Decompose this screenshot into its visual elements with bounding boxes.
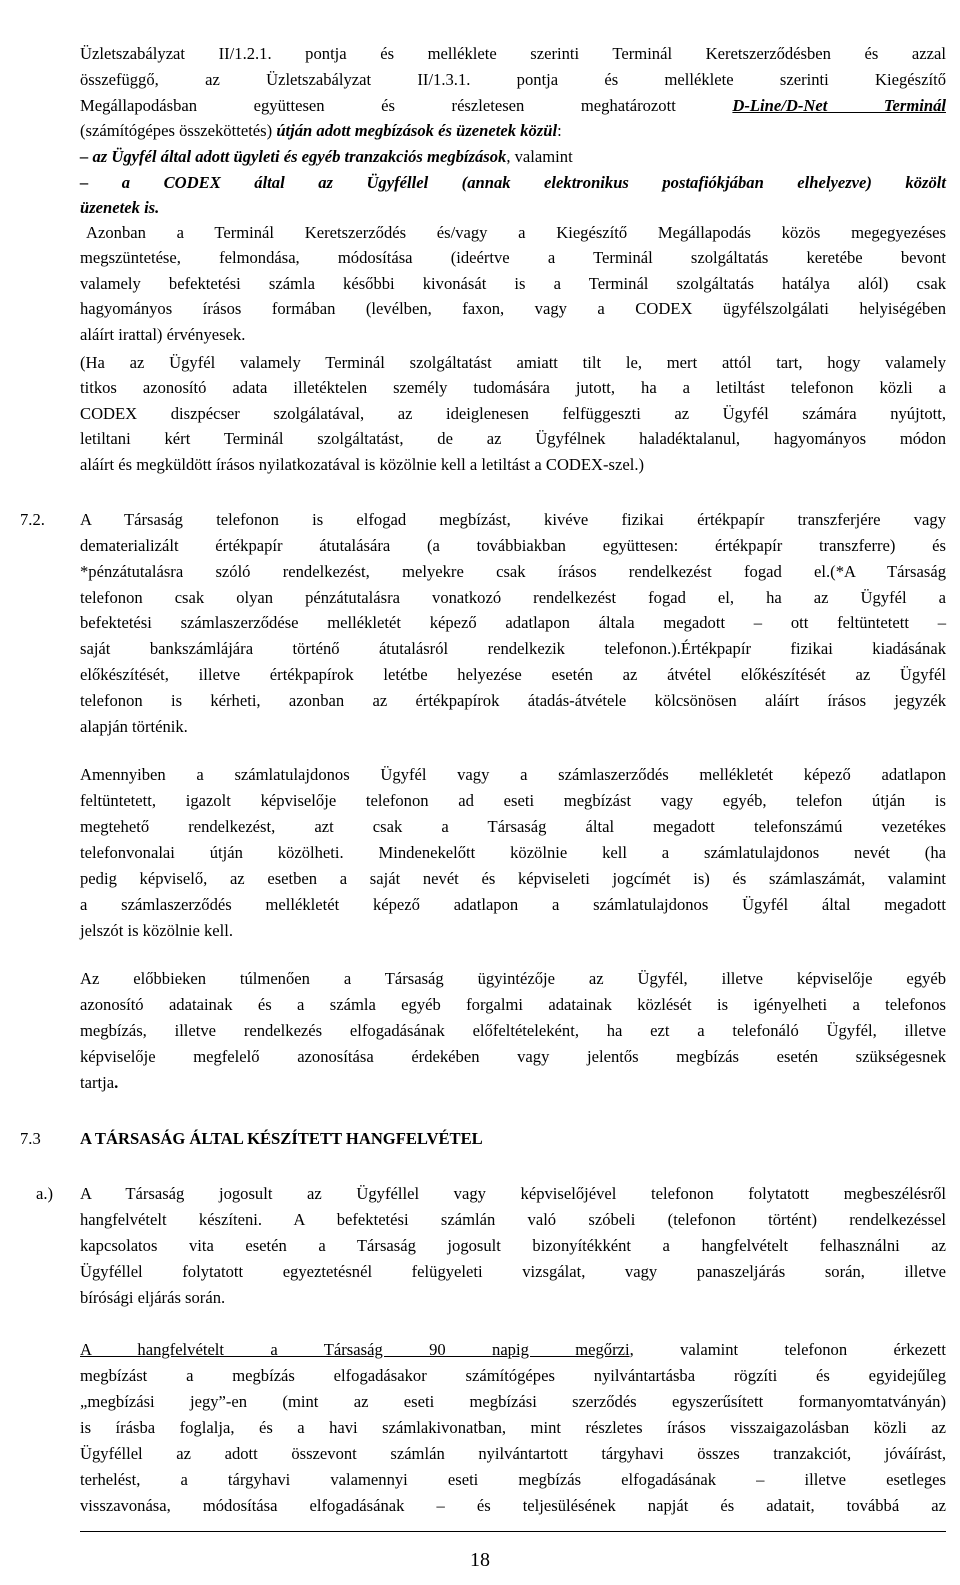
- text-span: :: [557, 121, 562, 140]
- text-span: (számítógépes összeköttetés): [80, 121, 273, 140]
- text-line: [80, 146, 946, 168]
- text-line: Ügyféllel az adott összevont számlán nyilvántartott tárgyhavi összes tranzakciót, jóváírást,: [80, 1444, 946, 1463]
- text-line: titkos azonosító adata illetéktelen személy tudomására jutott, ha a letiltást telefonon közli a: [80, 378, 946, 397]
- text-line: Az előbbieken túlmenően a Társaság ügyintézője az Ügyfél, illetve képviselője egyéb: [80, 969, 946, 988]
- text-line: visszavonása, módosítása elfogadásának – és teljesülésének napját és adatait, továbbá az: [80, 1496, 946, 1515]
- text-line: [80, 95, 946, 117]
- text-line: a számlaszerződés mellékletét képező adatlapon a számlatulajdonos Ügyfél által megadott: [80, 895, 946, 914]
- text-line: hangfelvételt készíteni. A befektetési számlán való szóbeli (telefonon történt) rendelkezéssel: [80, 1210, 946, 1229]
- text-line: összefüggő, az Üzletszabályzat II/1.3.1. pontja és melléklete szerinti Kiegészítő: [80, 70, 946, 89]
- text-line: feltüntetett, igazolt képviselője telefonon ad eseti megbízást vagy egyéb, telefon útján is: [80, 791, 946, 810]
- text-line: [80, 1339, 946, 1361]
- text-line: befektetési számlaszerződése mellékletét képező adatlapon általa megadott – ott feltüntetett –: [80, 613, 946, 632]
- section-number: 7.2.: [20, 510, 45, 529]
- text-line: terhelést, a tárgyhavi valamennyi eseti megbízás elfogadásának – illetve esetleges: [80, 1470, 946, 1489]
- text-line: jelszót is közölnie kell.: [80, 921, 233, 940]
- text-line: előkészítését, illetve értékpapírok letétbe helyezése esetén az átvétel előkészítését az Ügyfél: [80, 665, 946, 684]
- text-line: hagyományos írásos formában (levélben, faxon, vagy a CODEX ügyfélszolgálati helyiségében: [80, 299, 946, 318]
- text-line: telefonvonalai útján közölheti. Mindenekelőtt közölnie kell a számlatulajdonos nevét (ha: [80, 843, 946, 862]
- text-line: Ügyféllel folytatott egyeztetésnél felügyeleti vizsgálat, vagy panaszeljárás során, illetve: [80, 1262, 946, 1281]
- emphasis-text: útján adott megbízások és üzenetek közül: [276, 121, 558, 140]
- text-line: megbízás, illetve rendelkezés elfogadásának előfeltételeként, ha ezt a telefonáló Ügyfél, illetve: [80, 1021, 946, 1040]
- text-span: .: [114, 1073, 119, 1092]
- text-line: (Ha az Ügyfél valamely Terminál szolgáltatást amiatt tilt le, mert attól tart, hogy valamely: [80, 353, 946, 372]
- text-line: aláírt irattal) érvényesek.: [80, 325, 246, 344]
- text-line: dematerializált értékpapír átutalására (a továbbiakban együttesen: értékpapír transzferre) és: [80, 536, 946, 555]
- text-line: A Társaság jogosult az Ügyféllel vagy képviselőjével telefonon folytatott megbeszélésről: [80, 1184, 946, 1203]
- text-line: is írásba foglalja, és a havi számlakivonatban, mint részletes írásos visszaigazolásban közli az: [80, 1418, 946, 1437]
- text-line: „megbízási jegy”-en (mint az eseti megbízási szerződés egyszerűsített formanyomtatványán): [80, 1392, 946, 1411]
- underlined-text: A hangfelvételt a Társaság 90 napig megőrzi: [80, 1340, 630, 1359]
- footer-divider: [80, 1531, 946, 1532]
- text-line: saját bankszámlájára történő átutalásról rendelkezik telefonon.).Értékpapír fizikai kiadásának: [80, 639, 946, 658]
- text-line: – a CODEX által az Ügyféllel (annak elektronikus postafiókjában elhelyezve) közölt: [80, 173, 946, 192]
- text-line: képviselője megfelelő azonosítása érdekében vagy jelentős megbízás esetén szükségesnek: [80, 1047, 946, 1066]
- section-number: 7.3: [20, 1129, 41, 1148]
- text-line: CODEX diszpécser szolgálatával, az ideiglenesen felfüggeszti az Ügyfél számára nyújtott,: [80, 404, 946, 423]
- text-line: megszüntetése, felmondása, módosítása (ideértve a Terminál szolgáltatás keretébe bevont: [80, 248, 946, 267]
- text-line: Azonban a Terminál Keretszerződés és/vagy a Kiegészítő Megállapodás közös megegyezéses: [86, 223, 946, 242]
- text-line: alapján történik.: [80, 717, 188, 736]
- text-span: Megállapodásban együttesen és részletesen meghatározott: [80, 96, 676, 115]
- text-line: azonosító adatainak és a számla egyéb forgalmi adatainak közlését is igényelheti a telefonos: [80, 995, 946, 1014]
- text-line: Amennyiben a számlatulajdonos Ügyfél vagy a számlaszerződés mellékletét képező adatlapon: [80, 765, 946, 784]
- text-line: *pénzátutalásra szóló rendelkezést, melyekre csak írásos rendelkezést fogad el.(*A Társaság: [80, 562, 946, 581]
- text-line: megbízást a megbízás elfogadásakor számítógépes nyilvántartásba rögzíti és egyidejűleg: [80, 1366, 946, 1385]
- text-line: Üzletszabályzat II/1.2.1. pontja és melléklete szerinti Terminál Keretszerződésben és azzal: [80, 44, 946, 63]
- page-number: 18: [470, 1549, 490, 1571]
- text-span: , valamint telefonon érkezett: [629, 1340, 946, 1359]
- text-line: valamely befektetési számla későbbi kivonását is a Terminál szolgáltatás hatálya alól) csak: [80, 274, 946, 293]
- text-line: [80, 1072, 946, 1094]
- text-line: telefonon csak olyan pénzátutalásra vonatkozó rendelkezést fogad el, ha az Ügyfél a: [80, 588, 946, 607]
- text-line: letiltani kért Terminál szolgáltatást, de az Ügyfélnek haladéktalanul, hagyományos módon: [80, 429, 946, 448]
- text-span: , valamint: [506, 147, 573, 166]
- text-line: megtehető rendelkezést, azt csak a Társaság által megadott telefonszámú vezetékes: [80, 817, 946, 836]
- text-span: tartja: [80, 1073, 115, 1092]
- text-line: kapcsolatos vita esetén a Társaság jogosult bizonyítékként a hangfelvételt felhasználni az: [80, 1236, 946, 1255]
- emphasis-text: – az Ügyfél által adott ügyleti és egyéb tranzakciós megbízások: [80, 147, 507, 166]
- list-label: a.): [36, 1184, 54, 1203]
- text-line: pedig képviselő, az esetben a saját nevét és képviseleti jogcímét is) és számlaszámát, valamint: [80, 869, 946, 888]
- text-line: telefonon is kérheti, azonban az értékpapírok átadás-átvétele kölcsönösen aláírt írásos jegyzék: [80, 691, 946, 710]
- text-line: aláírt és megküldött írásos nyilatkozatával is közölnie kell a letiltást a CODEX-szel.): [80, 455, 645, 474]
- text-line: [80, 120, 946, 142]
- text-line: üzenetek is.: [80, 198, 160, 217]
- section-heading: A TÁRSASÁG ÁLTAL KÉSZÍTETT HANGFELVÉTEL: [80, 1129, 483, 1148]
- text-line: bírósági eljárás során.: [80, 1288, 226, 1307]
- terminal-name: D-Line/D-Net Terminál: [732, 96, 946, 115]
- text-line: A Társaság telefonon is elfogad megbízást, kivéve fizikai értékpapír transzferjére vagy: [80, 510, 946, 529]
